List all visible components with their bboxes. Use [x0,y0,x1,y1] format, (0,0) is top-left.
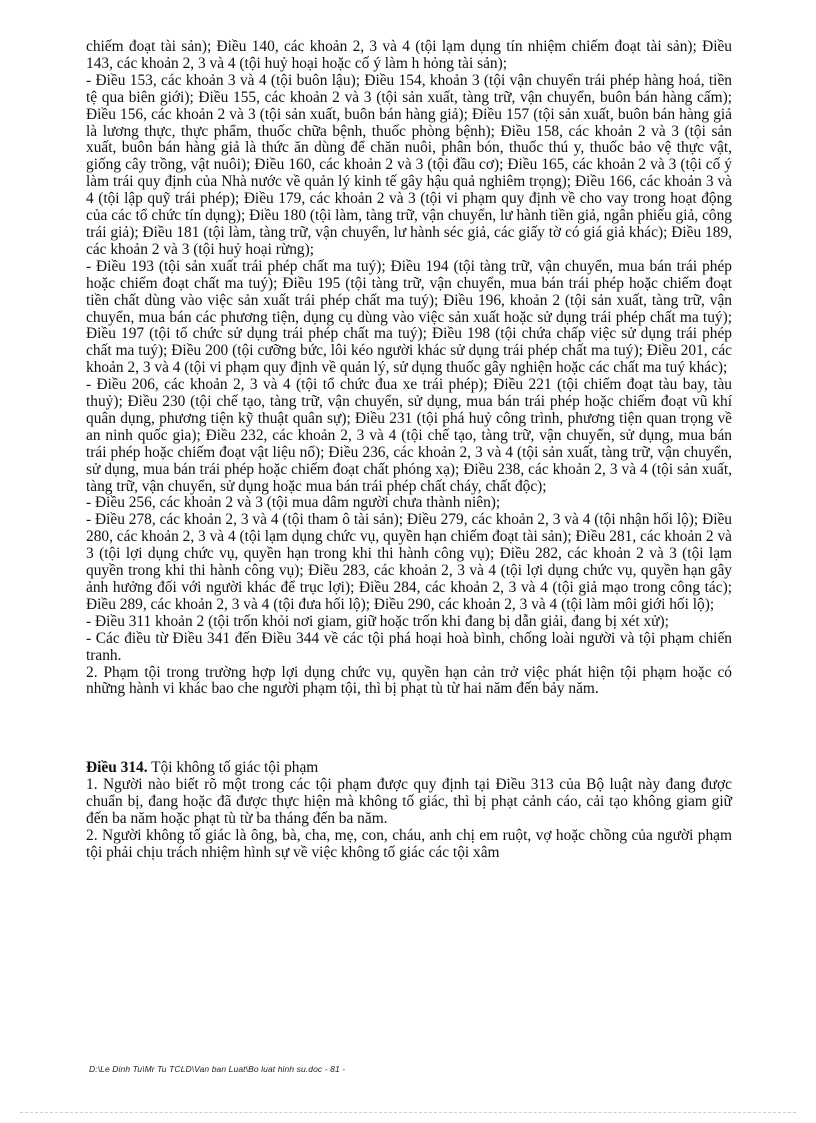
paragraph-continuation: chiếm đoạt tài sản); Điều 140, các khoản 2, 3 và 4 (tội lạm dụng tín nhiệm chiếm đoạt tài sản); Điều 143, các khoản 2, 3 và 4 (tội huỷ hoại hoặc cố ý làm h hỏng tài sản); [86,38,732,72]
page-footer-path: D:\Le Dinh Tu\Mr Tu TCLD\Van ban Luat\Bo luat hinh su.doc - 81 - [89,1064,346,1074]
article-heading [86,760,732,777]
article-clause-2: 2. Người không tố giác là ông, bà, cha, mẹ, con, cháu, anh chị em ruột, vợ hoặc chồng của người phạm tội phải chịu trách nhiệm hình sự về việc không tố giác các tội xâm [86,826,732,861]
paragraph-article-311: - Điều 311 khoản 2 (tội trốn khỏi nơi giam, giữ hoặc trốn khi đang bị dẫn giải, đang bị xét xử); [86,612,669,630]
document-page [86,39,732,862]
paragraph-clause-2: 2. Phạm tội trong trường hợp lợi dụng chức vụ, quyền hạn cản trở việc phát hiện tội phạm hoặc có những hành vi khác bao che người phạm tội, thì bị phạt tù từ hai năm đến bảy năm. [86,663,732,698]
page-bottom-divider [20,1112,796,1113]
article-title: Tội không tố giác tội phạm [147,759,319,777]
article-number: Điều 314. [86,759,148,777]
section-gap [86,698,732,760]
paragraph-article-256: - Điều 256, các khoản 2 và 3 (tội mua dâm người chưa thành niên); [86,494,501,512]
paragraph-drug-crimes: - Điều 193 (tội sản xuất trái phép chất ma tuý); Điều 194 (tội tàng trữ, vận chuyển, mua bán trái phép hoặc chiếm đoạt chất ma tuý); Điều 195 (tội tàng trữ, vận chuyển, mua bán trái phép hoặc chiếm đoạt tiền chất dùng vào việc sản xuất trái phép chất ma tuý); Điều 196, khoản 2 (tội sản xuất, tàng trữ, vận chuyển, mua bán các phương tiện, dụng cụ dùng vào việc sản xuất hoặc sử dụng trái phép chất ma tuý); Điều 197 (tội tổ chức sử dụng trái phép chất ma tuý); Điều 198 (tội chứa chấp việc sử dụng trái phép chất ma tuý); Điều 200 (tội cưỡng bức, lôi kéo người khác sử dụng trái phép chất ma tuý); Điều 201, các khoản 2, 3 và 4 (tội vi phạm quy định về quản lý, sử dụng thuốc gây nghiện hoặc các chất ma tuý khác); [86,257,732,377]
paragraph-corruption-crimes: - Điều 278, các khoản 2, 3 và 4 (tội tham ô tài sản); Điều 279, các khoản 2, 3 và 4 (tội nhận hối lộ); Điều 280, các khoản 2, 3 và 4 (tội lạm dụng chức vụ, quyền hạn chiếm đoạt tài sản); Điều 281, các khoản 2 và 3 (tội lợi dụng chức vụ, quyền hạn trong khi thi hành công vụ); Điều 282, các khoản 2 và 3 (tội lạm quyền trong khi thi hành công vụ); Điều 283, các khoản 2, 3 và 4 (tội lợi dụng chức vụ, quyền hạn gây ảnh hưởng đối với người khác để trục lợi); Điều 284, các khoản 2, 3 và 4 (tội giả mạo trong công tác); Điều 289, các khoản 2, 3 và 4 (tội đưa hối lộ); Điều 290, các khoản 2, 3 và 4 (tội làm môi giới hối lộ); [86,511,732,613]
paragraph-articles-341-344: - Các điều từ Điều 341 đến Điều 344 về các tội phá hoại hoà bình, chống loài người và tội phạm chiến tranh. [86,629,732,664]
paragraph-public-safety-crimes: - Điều 206, các khoản 2, 3 và 4 (tội tổ chức đua xe trái phép); Điều 221 (tội chiếm đoạt tàu bay, tàu thuỷ); Điều 230 (tội chế tạo, tàng trữ, vận chuyển, sử dụng, mua bán trái phép hoặc chiếm đoạt vũ khí quân dụng, phương tiện kỹ thuật quân sự); Điều 231 (tội phá huỷ công trình, phương tiện quan trọng về an ninh quốc gia); Điều 232, các khoản 2, 3 và 4 (tội chế tạo, tàng trữ, vận chuyển, sử dụng, mua bán trái phép hoặc chiếm đoạt vật liệu nổ); Điều 236, các khoản 2, 3 và 4 (tội sản xuất, tàng trữ, vận chuyển, sử dụng, mua bán trái phép hoặc chiếm đoạt chất phóng xạ); Điều 238, các khoản 2, 3 và 4 (tội sản xuất, tàng trữ, vận chuyển, sử dụng hoặc mua bán trái phép chất cháy, chất độc); [86,376,732,495]
paragraph-economic-crimes: - Điều 153, các khoản 3 và 4 (tội buôn lậu); Điều 154, khoản 3 (tội vận chuyển trái phép hàng hoá, tiền tệ qua biên giới); Điều 155, các khoản 2 và 3 (tội sản xuất, tàng trữ, vận chuyển, buôn bán hàng cấm); Điều 156, các khoản 2 và 3 (tội sản xuất, buôn bán hàng giả); Điều 157 (tội sản xuất, buôn bán hàng giả là lương thực, thực phẩm, thuốc chữa bệnh, thuốc phòng bệnh); Điều 158, các khoản 2 và 3 (tội sản xuất, buôn bán hàng giả là thức ăn dùng để chăn nuôi, phân bón, thuốc thú y, thuốc bảo vệ thực vật, giống cây trồng, vật nuôi); Điều 160, các khoản 2 và 3 (tội đầu cơ); Điều 165, các khoản 2 và 3 (tội cố ý làm trái quy định của Nhà nước về quản lý kinh tế gây hậu quả nghiêm trọng); Điều 166, các khoản 3 và 4 (tội lập quỹ trái phép); Điều 179, các khoản 2 và 3 (tội vi phạm quy định về cho vay trong hoạt động của các tổ chức tín dụng); Điều 180 (tội làm, tàng trữ, vận chuyển, lư hành tiền giả, ngân phiếu giả, công trái giả); Điều 181 (tội làm, tàng trữ, vận chuyển, lư hành séc giả, các giấy tờ có giá giả khác); Điều 189, các khoản 2 và 3 (tội huỷ hoại rừng); [86,71,732,258]
article-clause-1: 1. Người nào biết rõ một trong các tội phạm được quy định tại Điều 313 của Bộ luật này đang được chuẩn bị, đang hoặc đã được thực hiện mà không tố giác, thì bị phạt cảnh cáo, cải tạo không giam giữ đến ba năm hoặc phạt tù từ ba tháng đến ba năm. [86,776,732,828]
